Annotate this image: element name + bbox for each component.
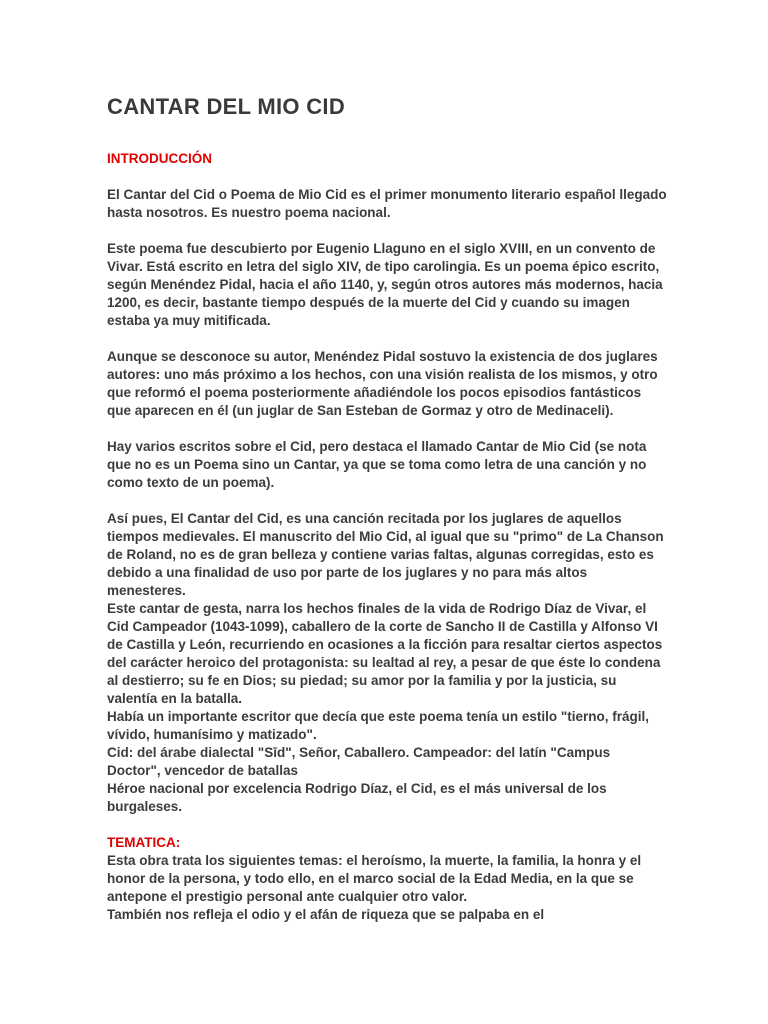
paragraph: Había un importante escritor que decía que este poema tenía un estilo "tierno, frágil, vívido, humanísimo y matizado". xyxy=(107,709,650,742)
section-heading-tematica: TEMATICA: xyxy=(107,835,181,850)
paragraph: Héroe nacional por excelencia Rodrigo Díaz, el Cid, es el más universal de los burgaleses. xyxy=(107,781,607,814)
section-tematica xyxy=(107,834,667,924)
paragraph: El Cantar del Cid o Poema de Mio Cid es el primer monumento literario español llegado hasta nosotros. Es nuestro poema nacional. xyxy=(107,187,667,220)
paragraph: Así pues, El Cantar del Cid, es una canción recitada por los juglares de aquellos tiempos medievales. El manuscrito del Mio Cid, al igual que su "primo" de La Chanson de Roland, no es de gran belleza y contiene varias faltas, algunas corregidas, esto es debido a una finalidad de uso por parte de los juglares y no para más altos menesteres. xyxy=(107,511,664,598)
paragraph: Cid: del árabe dialectal "Sīd", Señor, Caballero. Campeador: del latín "Campus Doctor", vencedor de batallas xyxy=(107,745,611,778)
document-page xyxy=(107,92,667,924)
document-title: CANTAR DEL MIO CID xyxy=(107,94,346,119)
paragraph: Este cantar de gesta, narra los hechos finales de la vida de Rodrigo Díaz de Vivar, el Cid Campeador (1043-1099), caballero de la corte de Sancho II de Castilla y Alfonso VI de Castilla y León, recurriendo en ocasiones a la ficción para resaltar ciertos aspectos del carácter heroico del protagonista: su lealtad al rey, a pesar de que éste lo condena al destierro; su fe en Dios; su piedad; su amor por la familia y por la justicia, su valentía en la batalla. xyxy=(107,601,663,706)
paragraph: Aunque se desconoce su autor, Menéndez Pidal sostuvo la existencia de dos juglares autores: uno más próximo a los hechos, con una visión realista de los mismos, y otro que reformó el poema posteriormente añadiéndole los pocos episodios fantásticos que aparecen en él (un juglar de San Esteban de Gormaz y otro de Medinaceli). xyxy=(107,349,658,418)
paragraph: Hay varios escritos sobre el Cid, pero destaca el llamado Cantar de Mio Cid (se nota que no es un Poema sino un Cantar, ya que se toma como letra de una canción y no como texto de un poema). xyxy=(107,439,647,490)
paragraph: También nos refleja el odio y el afán de riqueza que se palpaba en el xyxy=(107,907,545,922)
paragraph: Este poema fue descubierto por Eugenio Llaguno en el siglo XVIII, en un convento de Vivar. Está escrito en letra del siglo XIV, de tipo carolingia. Es un poema épico escrito, según Menéndez Pidal, hacia el año 1140, y, según otros autores más modernos, hacia 1200, es decir, bastante tiempo después de la muerte del Cid y cuando su imagen estaba ya muy mitificada. xyxy=(107,241,663,328)
section-heading-introduccion: INTRODUCCIÓN xyxy=(107,151,212,166)
paragraph: Esta obra trata los siguientes temas: el heroísmo, la muerte, la familia, la honra y el honor de la persona, y todo ello, en el marco social de la Edad Media, en la que se antepone el prestigio personal ante cualquier otro valor. xyxy=(107,853,642,904)
section-introduccion xyxy=(107,150,667,816)
